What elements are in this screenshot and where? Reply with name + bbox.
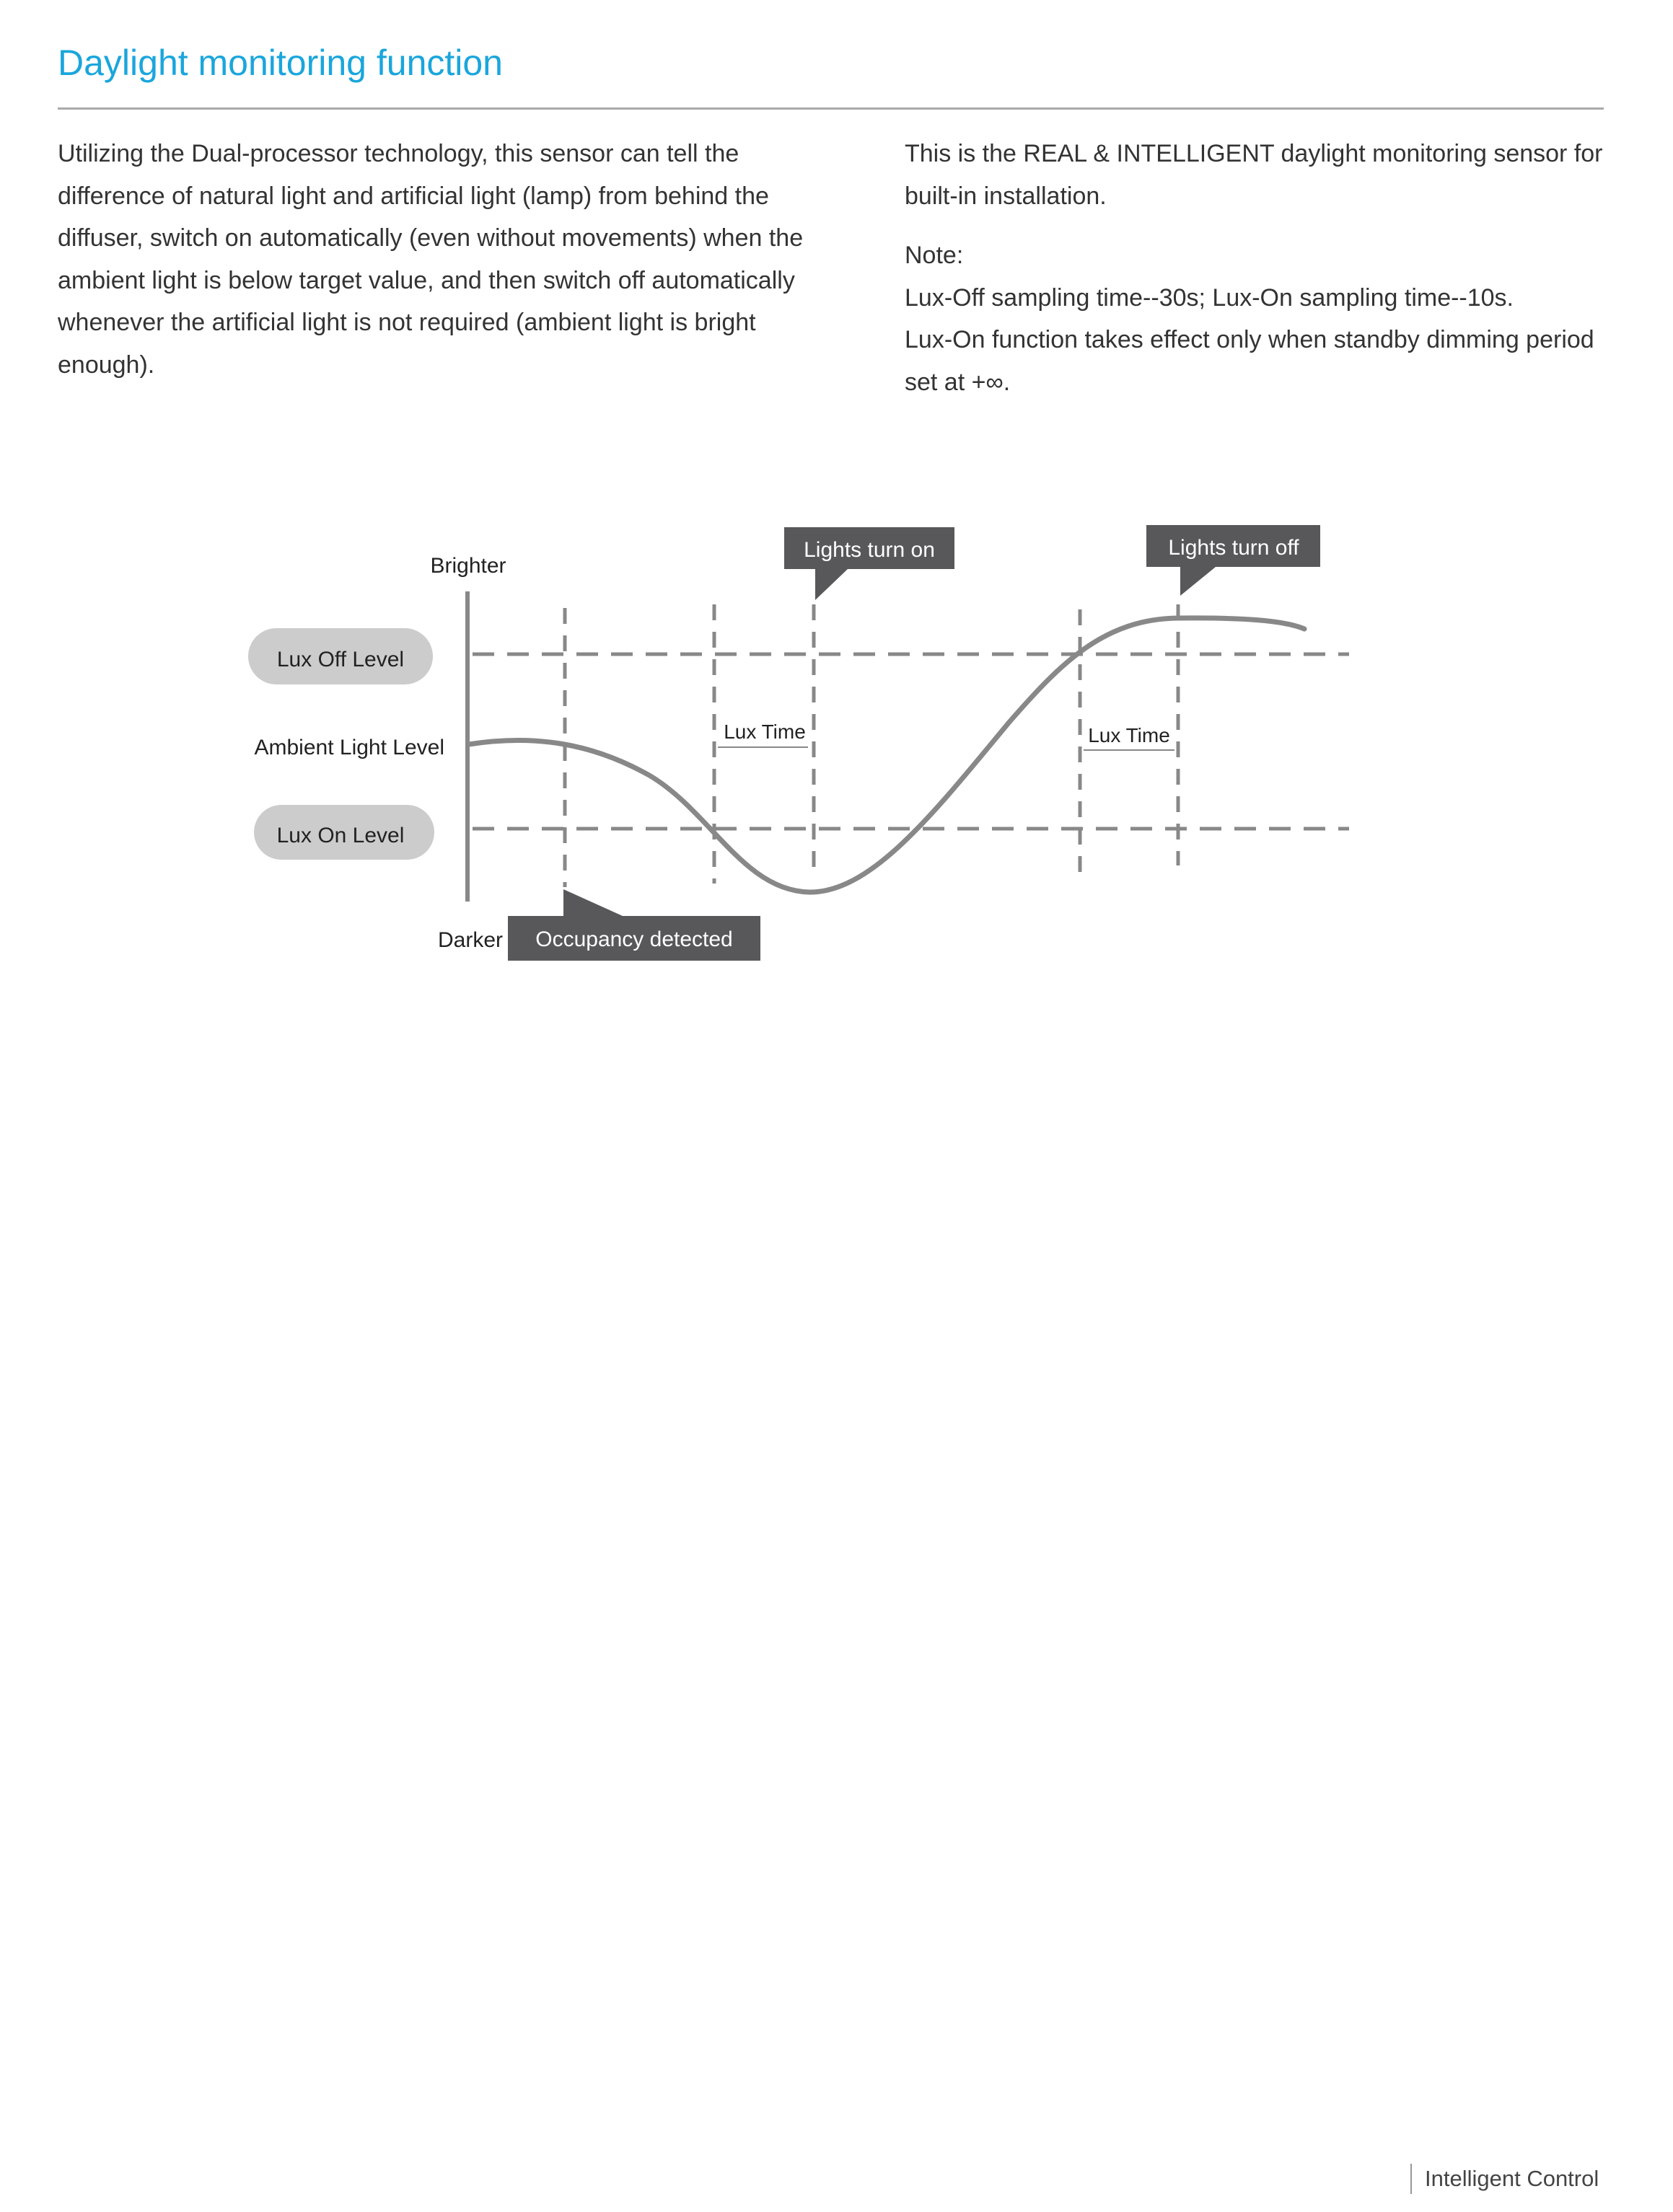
axis-brighter-label: Brighter — [430, 554, 506, 578]
sensor-description: This is the REAL & INTELLIGENT daylight monitoring sensor for built-in installation. — [905, 140, 1603, 210]
page-title: Daylight monitoring function — [58, 43, 503, 83]
lux-time-label-1: Lux Time — [724, 721, 806, 743]
lights-on-callout — [784, 527, 954, 600]
lights-off-callout — [1146, 525, 1320, 596]
intro-paragraph: Utilizing the Dual-processor technology, this sensor can tell the difference of natural light and artificial light (lamp) from behind the diffuser, switch on automatically (even without movements) when the ambient light is below target value, and then switch off automatically whenever the artificial light is not required (ambient light is bright enough). — [58, 140, 804, 379]
footer-divider — [1410, 2164, 1412, 2194]
note-line-1: Lux-Off sampling time--30s; Lux-On sampling time--10s. — [905, 283, 1514, 312]
footer-label: Intelligent Control — [1425, 2166, 1599, 2191]
lights-off-callout-text: Lights turn off — [1168, 536, 1299, 560]
lux-on-level-label: Lux On Level — [276, 824, 405, 847]
daylight-diagram — [0, 0, 1673, 1010]
occupancy-callout-text: Occupancy detected — [535, 927, 733, 951]
ambient-light-level-label: Ambient Light Level — [254, 736, 444, 759]
note-line-2: Lux-On function takes effect only when standby dimming period set at +∞. — [905, 326, 1594, 396]
axis-darker-label: Darker — [437, 928, 503, 952]
note-label: Note: — [905, 242, 964, 269]
lux-time-label-2: Lux Time — [1088, 724, 1170, 746]
lux-off-level-label: Lux Off Level — [276, 648, 405, 671]
occupancy-callout — [508, 889, 760, 961]
lights-on-callout-text: Lights turn on — [804, 538, 935, 562]
